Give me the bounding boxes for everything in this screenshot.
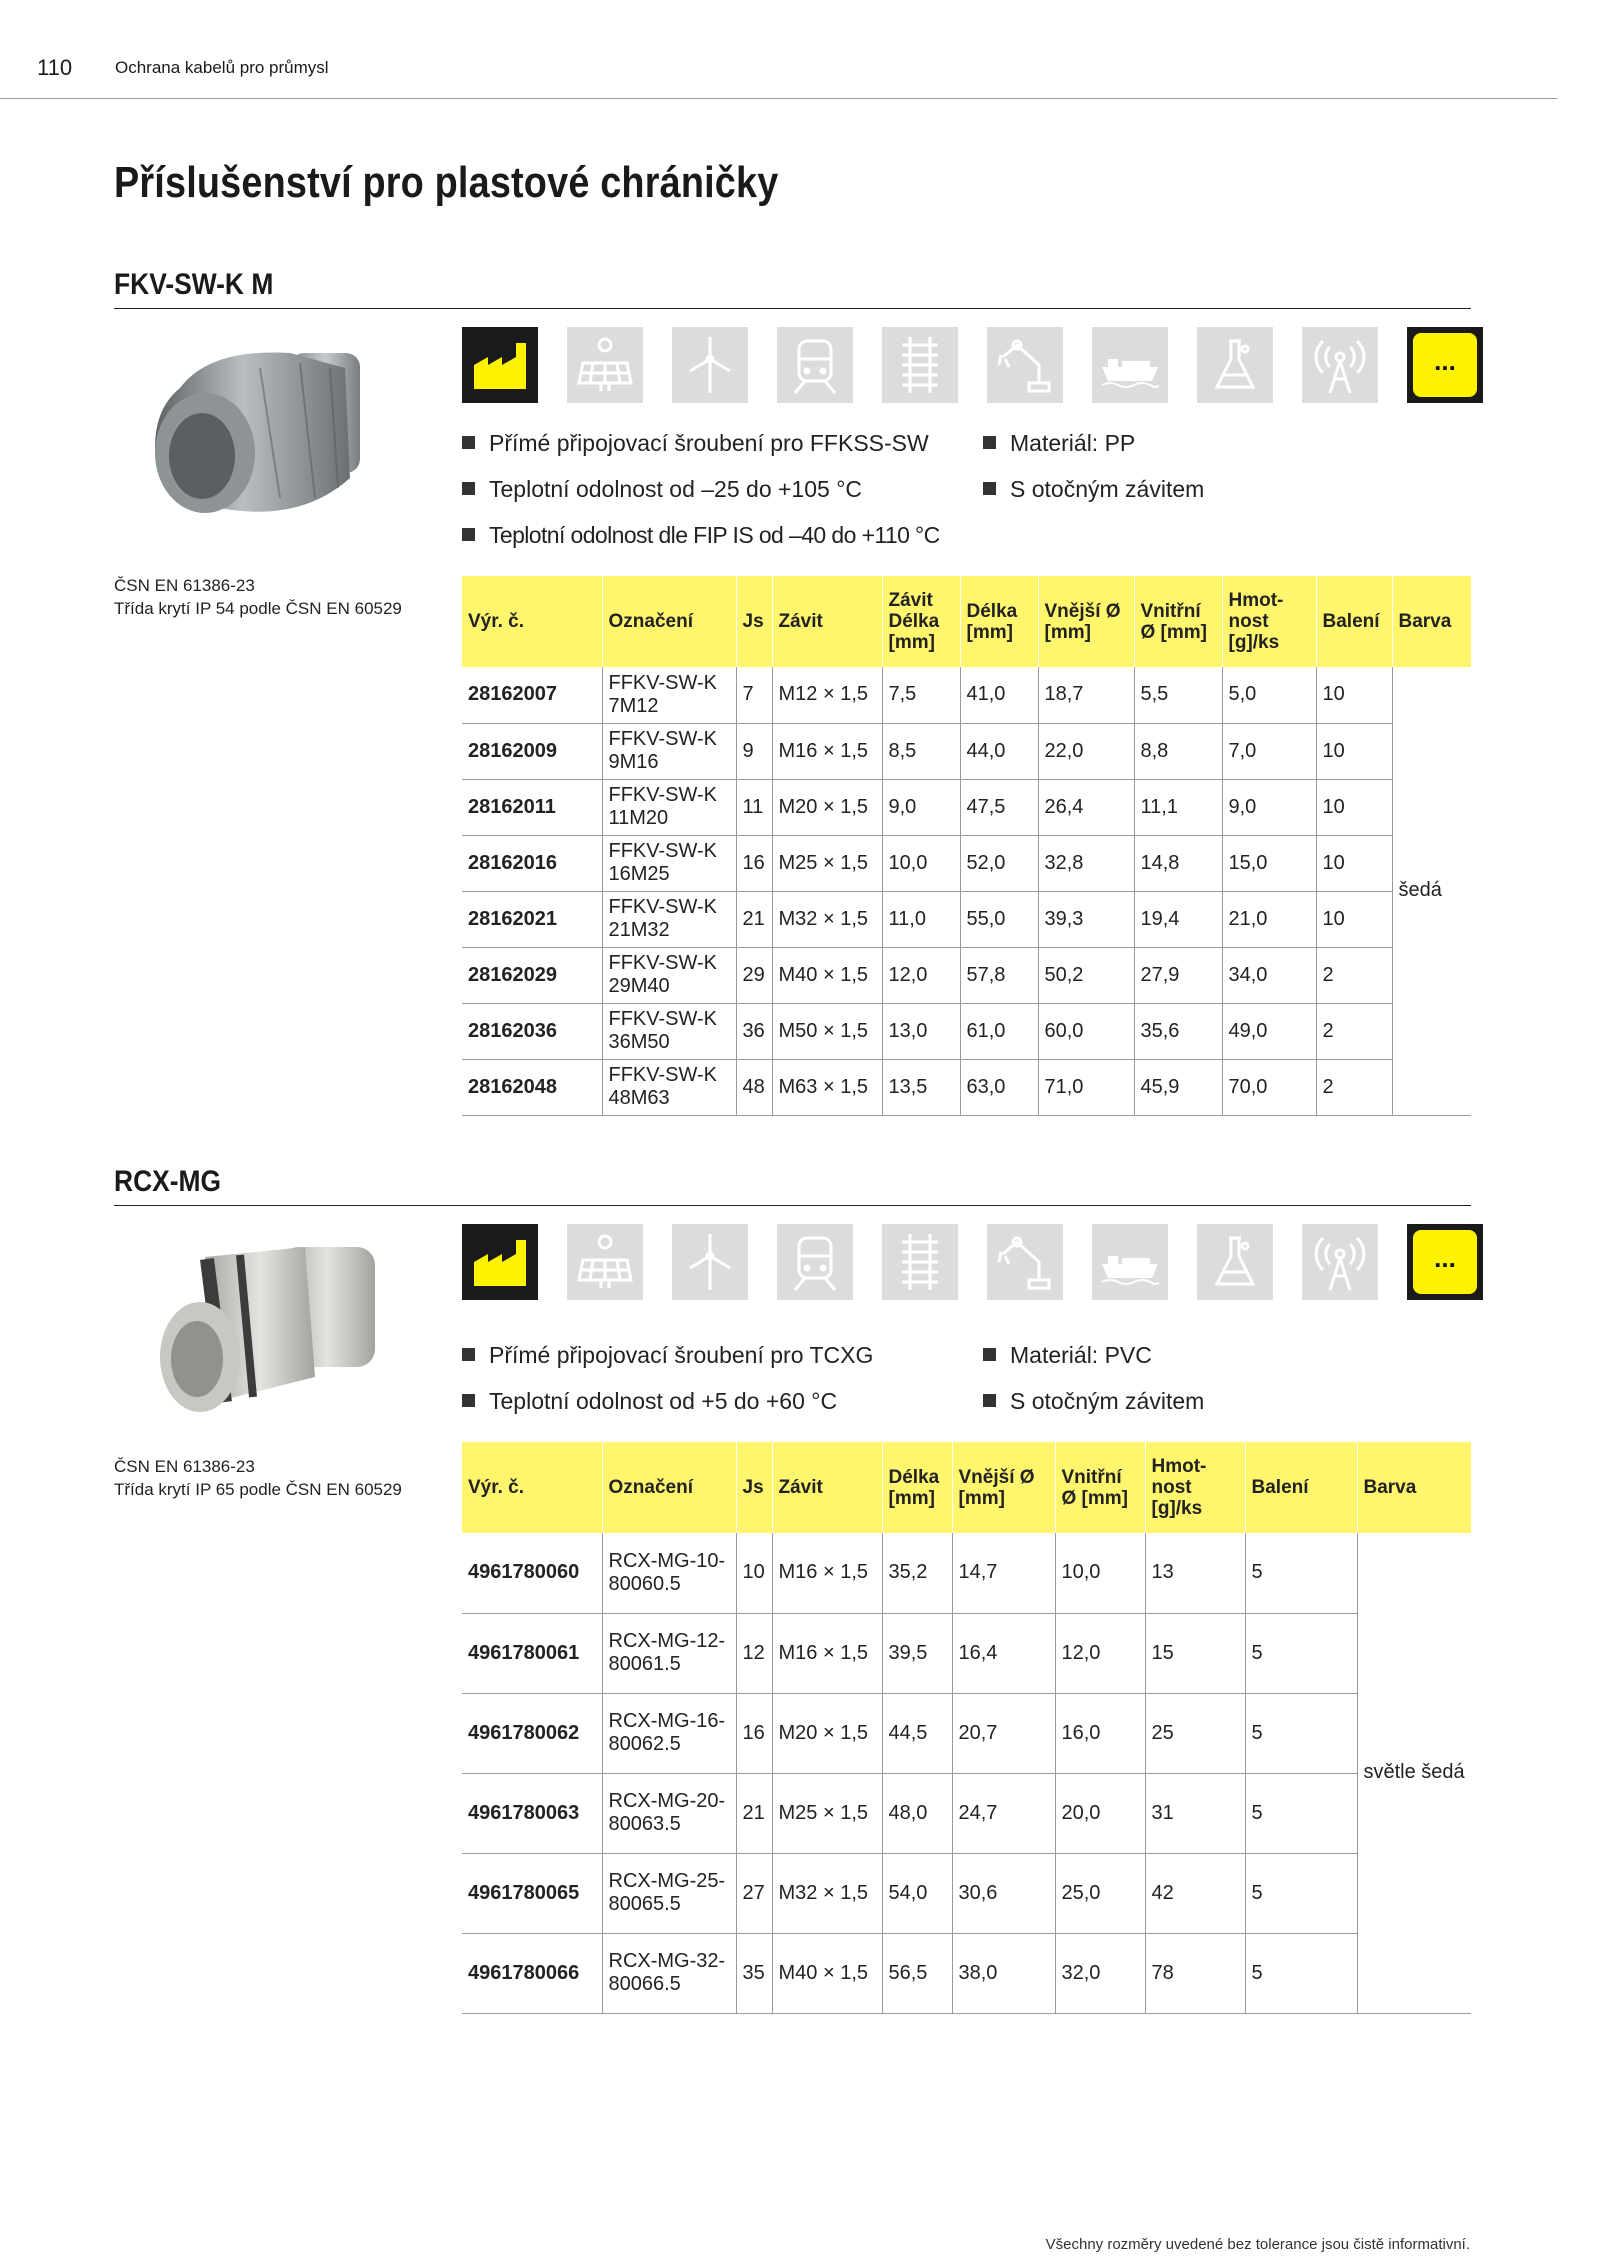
column-header: Barva: [1392, 576, 1471, 667]
solar-panel-icon: [567, 1224, 643, 1300]
article-number-cell: 28162029: [462, 947, 602, 1003]
footer-note: Všechny rozměry uvedené bez tolerance jsou čistě informativní.: [1045, 2236, 1470, 2253]
railway-track-icon: [882, 327, 958, 403]
table-cell: 9: [736, 723, 772, 779]
table-cell: 39,5: [882, 1613, 952, 1693]
table-cell: 31: [1145, 1773, 1245, 1853]
table-row: [462, 1693, 1471, 1773]
table-cell: 12: [736, 1613, 772, 1693]
table-cell: 10: [1316, 779, 1392, 835]
table-row: [462, 779, 1471, 835]
column-header: Barva: [1357, 1442, 1471, 1533]
product-title: RCX-MG: [114, 1165, 222, 1198]
table-cell: 15: [1145, 1613, 1245, 1693]
table-cell: 25: [1145, 1693, 1245, 1773]
table-cell: 5,5: [1134, 667, 1222, 723]
table-row: [462, 1003, 1471, 1059]
table-cell: RCX-MG-16-80062.5: [602, 1693, 736, 1773]
standard-1: ČSN EN 61386-23: [114, 576, 255, 595]
laboratory-flask-icon: [1197, 327, 1273, 403]
table-cell: FFKV-SW-K 16M25: [602, 835, 736, 891]
table-cell: 21: [736, 891, 772, 947]
article-number-cell: 28162007: [462, 667, 602, 723]
table-cell: 32,0: [1055, 1933, 1145, 2013]
table-cell: 16,0: [1055, 1693, 1145, 1773]
article-number-cell: 28162048: [462, 1059, 602, 1115]
railway-track-icon: [882, 1224, 958, 1300]
table-cell: 63,0: [960, 1059, 1038, 1115]
bullet-item: Teplotní odolnost od –25 do +105 °C: [462, 476, 862, 503]
table-row: [462, 1773, 1471, 1853]
bullet-item: S otočným závitem: [983, 476, 1204, 503]
table-cell: RCX-MG-32-80066.5: [602, 1933, 736, 2013]
table-cell: 61,0: [960, 1003, 1038, 1059]
table-cell: 14,7: [952, 1533, 1055, 1613]
table-cell: 12,0: [1055, 1613, 1145, 1693]
more-label: ...: [1413, 1230, 1477, 1294]
table-cell: 35,6: [1134, 1003, 1222, 1059]
table-cell: 7,0: [1222, 723, 1316, 779]
table-cell: M20 × 1,5: [772, 779, 882, 835]
ship-icon: [1092, 327, 1168, 403]
table-cell: M25 × 1,5: [772, 835, 882, 891]
column-header: Označení: [602, 576, 736, 667]
application-icons: [462, 327, 1512, 403]
table-cell: 21,0: [1222, 891, 1316, 947]
table-row: [462, 667, 1471, 723]
article-number-cell: 4961780062: [462, 1693, 602, 1773]
table-cell: FFKV-SW-K 7M12: [602, 667, 736, 723]
ship-icon: [1092, 1224, 1168, 1300]
more-icon[interactable]: [1407, 1224, 1483, 1300]
table-cell: 8,8: [1134, 723, 1222, 779]
product-table-fkv: [462, 576, 1471, 1116]
table-cell: 9,0: [882, 779, 960, 835]
standard-2: Třída krytí IP 54 podle ČSN EN 60529: [114, 599, 402, 618]
table-cell: M16 × 1,5: [772, 1533, 882, 1613]
table-cell: 78: [1145, 1933, 1245, 2013]
article-number-cell: 4961780063: [462, 1773, 602, 1853]
table-cell: 44,5: [882, 1693, 952, 1773]
table-cell: 11,0: [882, 891, 960, 947]
table-cell: 56,5: [882, 1933, 952, 2013]
table-cell: 32,8: [1038, 835, 1134, 891]
column-header: Délka [mm]: [960, 576, 1038, 667]
column-header: Balení: [1245, 1442, 1357, 1533]
table-cell: 27: [736, 1853, 772, 1933]
table-cell: 70,0: [1222, 1059, 1316, 1115]
solar-panel-icon: [567, 327, 643, 403]
table-cell: 5: [1245, 1533, 1357, 1613]
table-cell: M40 × 1,5: [772, 1933, 882, 2013]
bullet-item: Přímé připojovací šroubení pro FFKSS-SW: [462, 430, 929, 457]
table-cell: FFKV-SW-K 48M63: [602, 1059, 736, 1115]
table-cell: 35,2: [882, 1533, 952, 1613]
robot-arm-icon: [987, 1224, 1063, 1300]
table-row: [462, 1059, 1471, 1115]
column-header: Závit: [772, 1442, 882, 1533]
table-cell: 5: [1245, 1773, 1357, 1853]
table-cell: 44,0: [960, 723, 1038, 779]
laboratory-flask-icon: [1197, 1224, 1273, 1300]
column-header: Výr. č.: [462, 1442, 602, 1533]
table-cell: 34,0: [1222, 947, 1316, 1003]
section-title: Ochrana kabelů pro průmysl: [115, 58, 329, 77]
column-header: Hmot-nost [g]/ks: [1222, 576, 1316, 667]
table-cell: 5: [1245, 1613, 1357, 1693]
table-cell: RCX-MG-12-80061.5: [602, 1613, 736, 1693]
bullet-item: Přímé připojovací šroubení pro TCXG: [462, 1342, 873, 1369]
article-number-cell: 28162009: [462, 723, 602, 779]
table-row: [462, 1533, 1471, 1613]
column-header: Hmot-nost [g]/ks: [1145, 1442, 1245, 1533]
table-cell: 71,0: [1038, 1059, 1134, 1115]
column-header: Js: [736, 1442, 772, 1533]
column-header: Závit: [772, 576, 882, 667]
table-cell: 9,0: [1222, 779, 1316, 835]
table-cell: 14,8: [1134, 835, 1222, 891]
table-cell: 10: [1316, 667, 1392, 723]
table-cell: 10: [1316, 891, 1392, 947]
table-cell: 5: [1245, 1933, 1357, 2013]
more-icon[interactable]: [1407, 327, 1483, 403]
table-cell: 49,0: [1222, 1003, 1316, 1059]
article-number-cell: 4961780065: [462, 1853, 602, 1933]
antenna-tower-icon: [1302, 1224, 1378, 1300]
table-cell: 29: [736, 947, 772, 1003]
section-divider: [114, 308, 1471, 309]
robot-arm-icon: [987, 327, 1063, 403]
table-cell: 27,9: [1134, 947, 1222, 1003]
table-cell: 45,9: [1134, 1059, 1222, 1115]
table-cell: 5: [1245, 1853, 1357, 1933]
color-cell: světle šedá: [1357, 1533, 1471, 2013]
standard-2: Třída krytí IP 65 podle ČSN EN 60529: [114, 1480, 402, 1499]
table-cell: M12 × 1,5: [772, 667, 882, 723]
table-cell: 13,5: [882, 1059, 960, 1115]
column-header: Vnější Ø [mm]: [952, 1442, 1055, 1533]
section-divider: [114, 1205, 1471, 1206]
table-cell: 10: [1316, 835, 1392, 891]
table-cell: M40 × 1,5: [772, 947, 882, 1003]
table-cell: FFKV-SW-K 29M40: [602, 947, 736, 1003]
table-row: [462, 723, 1471, 779]
table-cell: 20,7: [952, 1693, 1055, 1773]
table-cell: 2: [1316, 1059, 1392, 1115]
column-header: Výr. č.: [462, 576, 602, 667]
column-header: Vnější Ø [mm]: [1038, 576, 1134, 667]
color-cell: šedá: [1392, 667, 1471, 1115]
table-cell: 16,4: [952, 1613, 1055, 1693]
table-cell: M32 × 1,5: [772, 1853, 882, 1933]
page-header: [0, 0, 1557, 99]
table-cell: M16 × 1,5: [772, 723, 882, 779]
table-cell: 12,0: [882, 947, 960, 1003]
table-cell: RCX-MG-25-80065.5: [602, 1853, 736, 1933]
column-header: Délka [mm]: [882, 1442, 952, 1533]
table-cell: M25 × 1,5: [772, 1773, 882, 1853]
table-cell: 52,0: [960, 835, 1038, 891]
table-cell: 54,0: [882, 1853, 952, 1933]
table-cell: M50 × 1,5: [772, 1003, 882, 1059]
table-cell: 36: [736, 1003, 772, 1059]
column-header: Označení: [602, 1442, 736, 1533]
article-number-cell: 28162036: [462, 1003, 602, 1059]
wind-turbine-icon: [672, 1224, 748, 1300]
table-cell: 10,0: [882, 835, 960, 891]
table-cell: FFKV-SW-K 9M16: [602, 723, 736, 779]
table-cell: 57,8: [960, 947, 1038, 1003]
table-cell: 26,4: [1038, 779, 1134, 835]
bullet-item: S otočným závitem: [983, 1388, 1204, 1415]
table-cell: FFKV-SW-K 21M32: [602, 891, 736, 947]
table-cell: M20 × 1,5: [772, 1693, 882, 1773]
table-row: [462, 1853, 1471, 1933]
table-cell: M63 × 1,5: [772, 1059, 882, 1115]
article-number-cell: 28162021: [462, 891, 602, 947]
table-cell: 10: [736, 1533, 772, 1613]
table-cell: 13,0: [882, 1003, 960, 1059]
product-table-rcx: [462, 1442, 1471, 2014]
bullet-item: Materiál: PP: [983, 430, 1135, 457]
table-cell: M16 × 1,5: [772, 1613, 882, 1693]
bullet-item: Teplotní odolnost dle FIP IS od –40 do +110 °C: [462, 522, 940, 549]
table-cell: 5: [1245, 1693, 1357, 1773]
table-row: [462, 891, 1471, 947]
table-cell: 20,0: [1055, 1773, 1145, 1853]
table-cell: 16: [736, 835, 772, 891]
table-cell: 21: [736, 1773, 772, 1853]
application-icons: [462, 1224, 1512, 1300]
page-title: Příslušenství pro plastové chráničky: [114, 158, 779, 207]
table-cell: 19,4: [1134, 891, 1222, 947]
table-cell: 2: [1316, 947, 1392, 1003]
table-cell: FFKV-SW-K 11M20: [602, 779, 736, 835]
bullet-item: Materiál: PVC: [983, 1342, 1152, 1369]
table-cell: 2: [1316, 1003, 1392, 1059]
table-cell: 35: [736, 1933, 772, 2013]
column-header: Vnitřní Ø [mm]: [1055, 1442, 1145, 1533]
table-cell: 48: [736, 1059, 772, 1115]
table-row: [462, 947, 1471, 1003]
table-cell: 10: [1316, 723, 1392, 779]
bullet-item: Teplotní odolnost od +5 do +60 °C: [462, 1388, 837, 1415]
article-number-cell: 4961780060: [462, 1533, 602, 1613]
table-cell: 47,5: [960, 779, 1038, 835]
train-icon: [777, 1224, 853, 1300]
table-cell: RCX-MG-10-80060.5: [602, 1533, 736, 1613]
table-cell: 5,0: [1222, 667, 1316, 723]
column-header: Balení: [1316, 576, 1392, 667]
wind-turbine-icon: [672, 327, 748, 403]
table-header-row: [462, 1442, 1471, 1533]
table-cell: 18,7: [1038, 667, 1134, 723]
product-title: FKV-SW-K M: [114, 268, 274, 301]
column-header: Závit Délka [mm]: [882, 576, 960, 667]
standard-1: ČSN EN 61386-23: [114, 1457, 255, 1476]
article-number-cell: 4961780066: [462, 1933, 602, 2013]
table-cell: 41,0: [960, 667, 1038, 723]
table-cell: 8,5: [882, 723, 960, 779]
table-cell: M32 × 1,5: [772, 891, 882, 947]
table-cell: 11: [736, 779, 772, 835]
article-number-cell: 28162016: [462, 835, 602, 891]
table-row: [462, 1933, 1471, 2013]
table-cell: 39,3: [1038, 891, 1134, 947]
page-number: 110: [37, 55, 73, 80]
table-cell: 22,0: [1038, 723, 1134, 779]
table-row: [462, 835, 1471, 891]
table-cell: 24,7: [952, 1773, 1055, 1853]
train-icon: [777, 327, 853, 403]
table-cell: 13: [1145, 1533, 1245, 1613]
table-cell: 15,0: [1222, 835, 1316, 891]
table-row: [462, 1613, 1471, 1693]
table-cell: 25,0: [1055, 1853, 1145, 1933]
industry-icon: [462, 1224, 538, 1300]
column-header: Js: [736, 576, 772, 667]
article-number-cell: 4961780061: [462, 1613, 602, 1693]
table-cell: 42: [1145, 1853, 1245, 1933]
table-cell: 7,5: [882, 667, 960, 723]
table-cell: 60,0: [1038, 1003, 1134, 1059]
table-header-row: [462, 576, 1471, 667]
antenna-tower-icon: [1302, 327, 1378, 403]
table-cell: 10,0: [1055, 1533, 1145, 1613]
table-cell: 30,6: [952, 1853, 1055, 1933]
product-photo-rcx: [145, 1227, 390, 1437]
column-header: Vnitřní Ø [mm]: [1134, 576, 1222, 667]
table-cell: 16: [736, 1693, 772, 1773]
table-cell: 48,0: [882, 1773, 952, 1853]
table-cell: 38,0: [952, 1933, 1055, 2013]
table-cell: 7: [736, 667, 772, 723]
more-label: ...: [1413, 333, 1477, 397]
table-cell: 50,2: [1038, 947, 1134, 1003]
product-photo-fkv: [140, 328, 390, 538]
table-cell: RCX-MG-20-80063.5: [602, 1773, 736, 1853]
table-cell: FFKV-SW-K 36M50: [602, 1003, 736, 1059]
table-cell: 55,0: [960, 891, 1038, 947]
article-number-cell: 28162011: [462, 779, 602, 835]
table-cell: 11,1: [1134, 779, 1222, 835]
industry-icon: [462, 327, 538, 403]
